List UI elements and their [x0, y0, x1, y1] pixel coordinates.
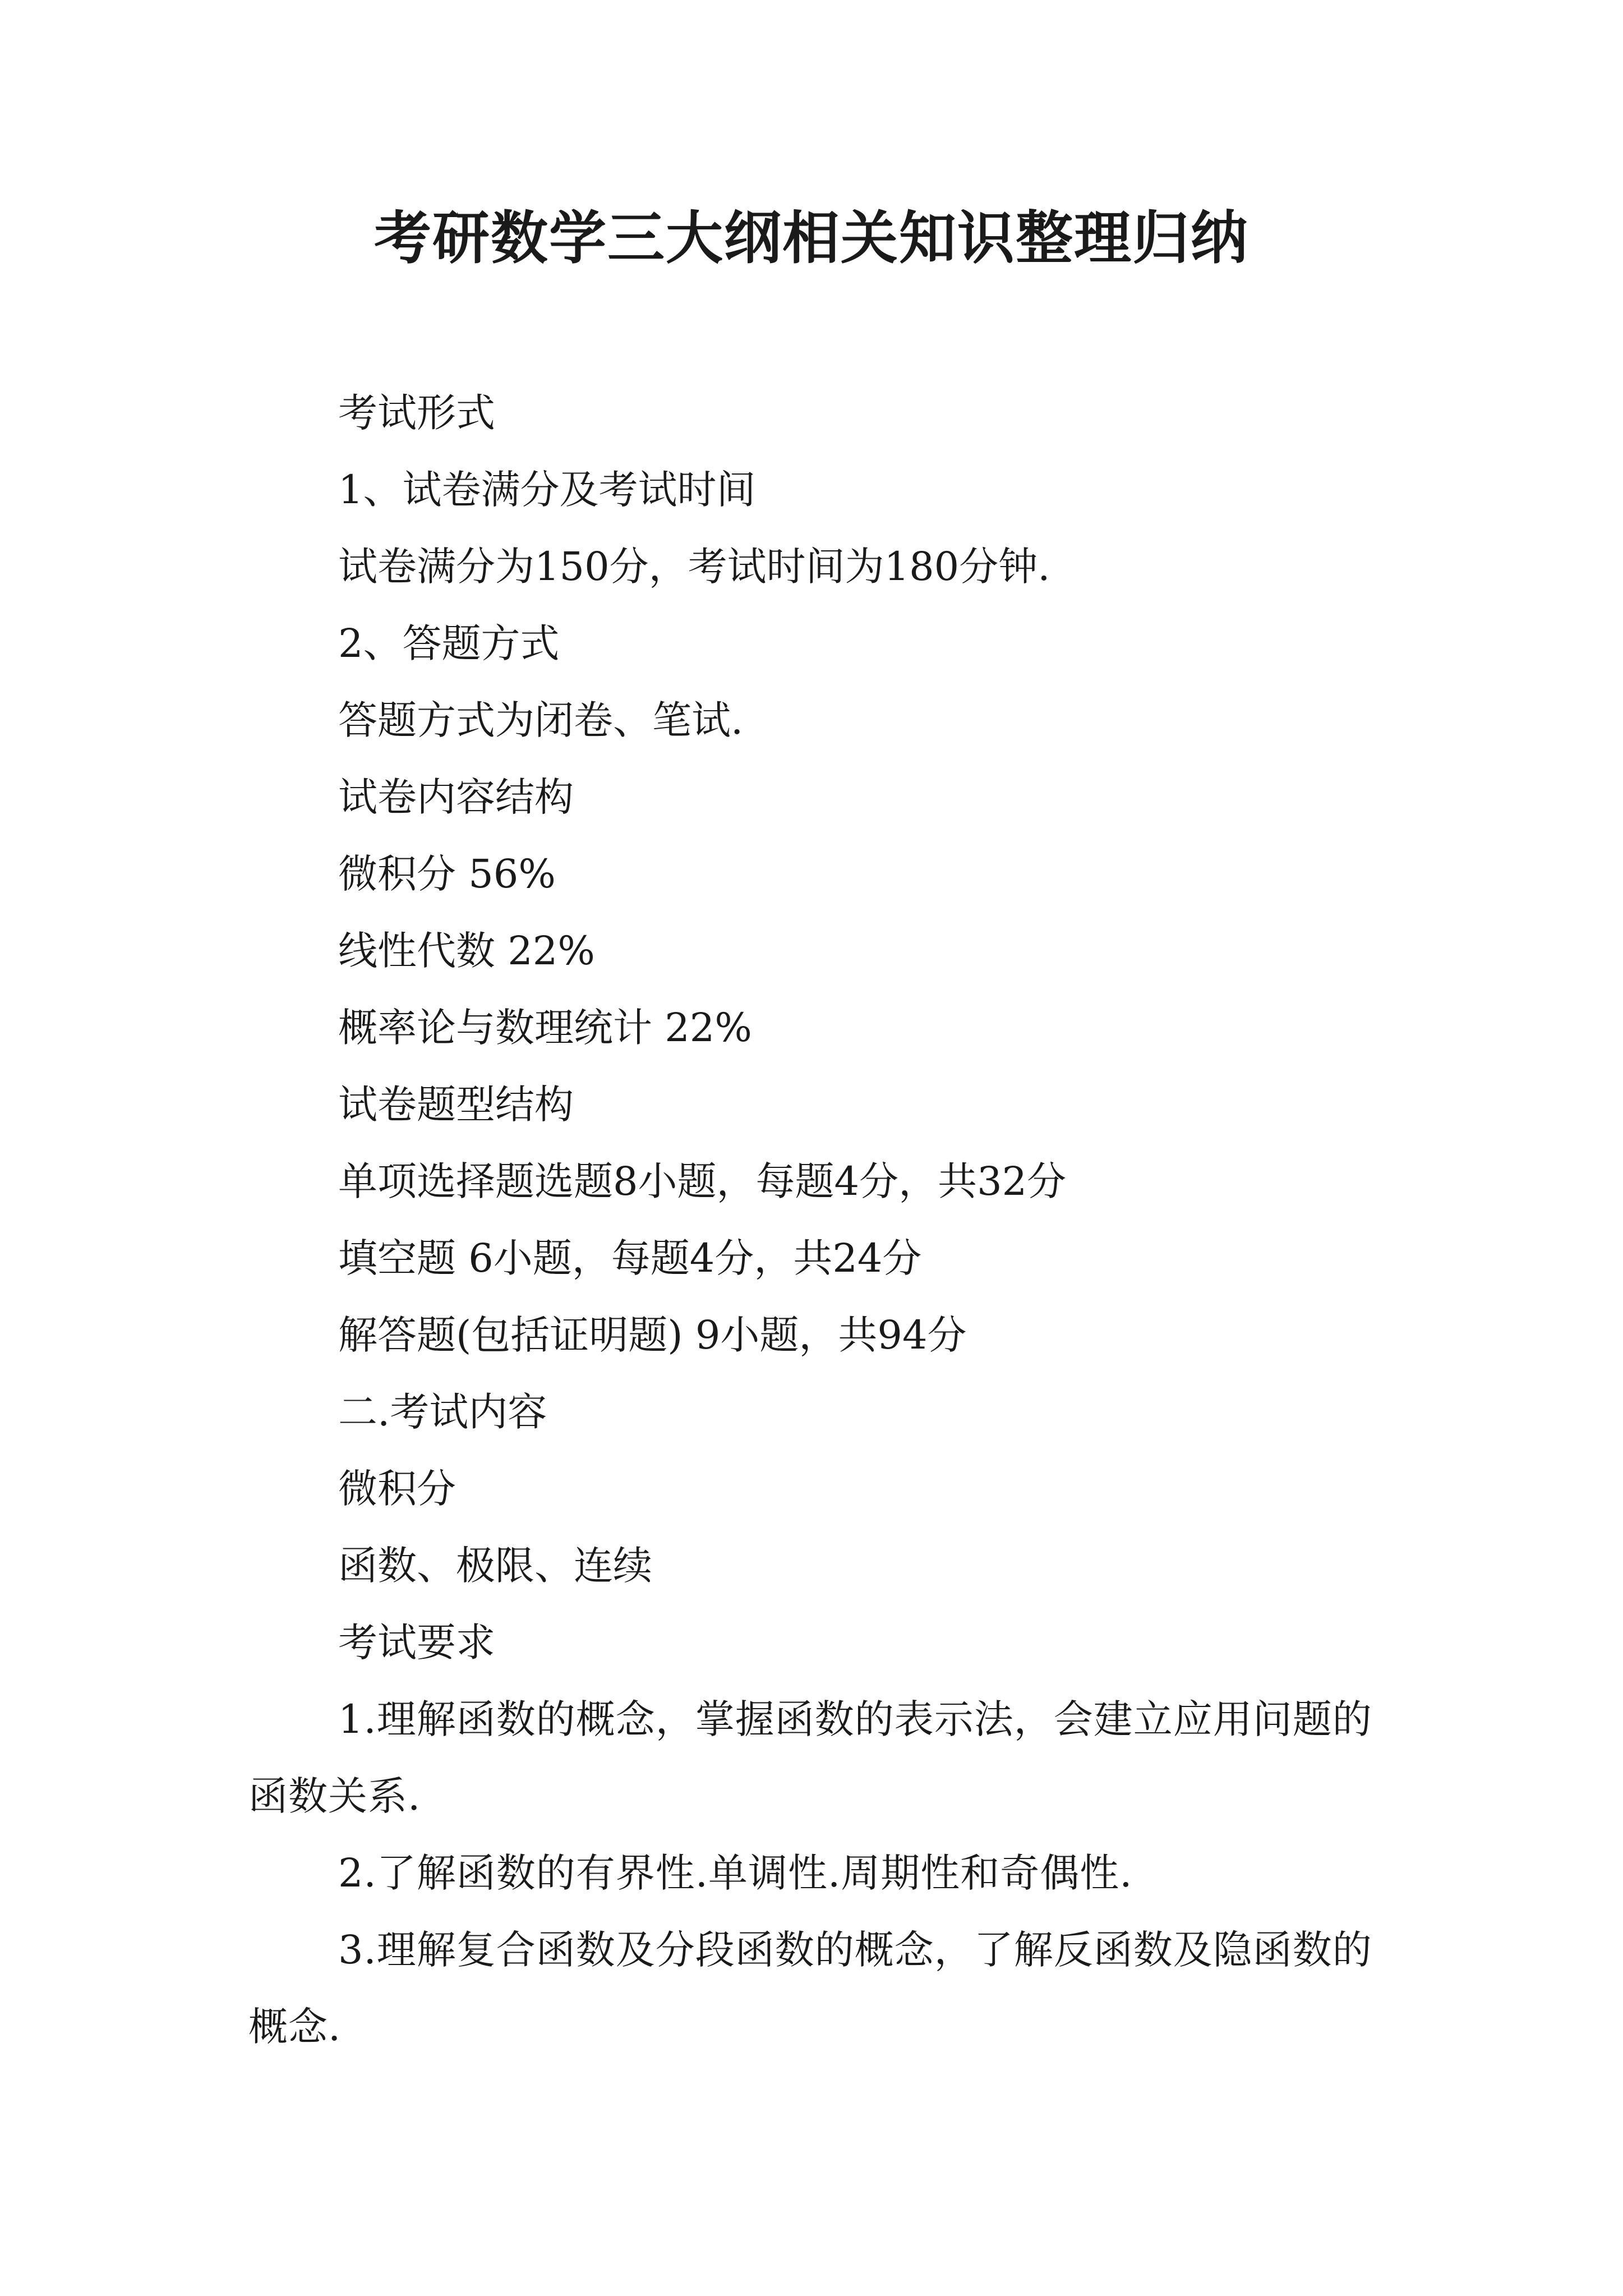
text-line: 填空题 6小题，每题4分，共24分: [338, 1235, 922, 1281]
text-line: 1、试卷满分及考试时间: [338, 467, 756, 513]
paragraph: 1.理解函数的概念，掌握函数的表示法，会建立应用问题的函数关系.: [248, 1696, 1372, 1819]
document-title: 考研数学三大纲相关知识整理归纳: [374, 205, 1249, 272]
text-line: 答题方式为闭卷、笔试.: [338, 697, 744, 743]
paragraph: 3.理解复合函数及分段函数的概念，了解反函数及隐函数的概念.: [248, 1927, 1372, 2050]
paragraph: 2.了解函数的有界性.单调性.周期性和奇偶性.: [338, 1850, 1133, 1896]
text-line: 二.考试内容: [338, 1389, 547, 1435]
text-line: 微积分: [338, 1466, 456, 1512]
text-line: 试卷题型结构: [338, 1082, 574, 1128]
text-line: 概率论与数理统计 22%: [338, 1005, 752, 1051]
text-line: 考试要求: [338, 1619, 495, 1665]
text-line: 解答题(包括证明题) 9小题，共94分: [338, 1312, 967, 1358]
text-line: 2、答题方式: [338, 620, 560, 666]
text-line: 函数、极限、连续: [338, 1543, 652, 1589]
text-line: 试卷内容结构: [338, 774, 574, 820]
document-body: [248, 375, 1390, 2065]
text-line: 线性代数 22%: [338, 928, 595, 974]
text-line: 微积分 56%: [338, 851, 556, 897]
text-line: 单项选择题选题8小题，每题4分，共32分: [338, 1158, 1067, 1204]
text-line: 考试形式: [338, 390, 495, 436]
text-line: 试卷满分为150分，考试时间为180分钟.: [338, 544, 1050, 590]
